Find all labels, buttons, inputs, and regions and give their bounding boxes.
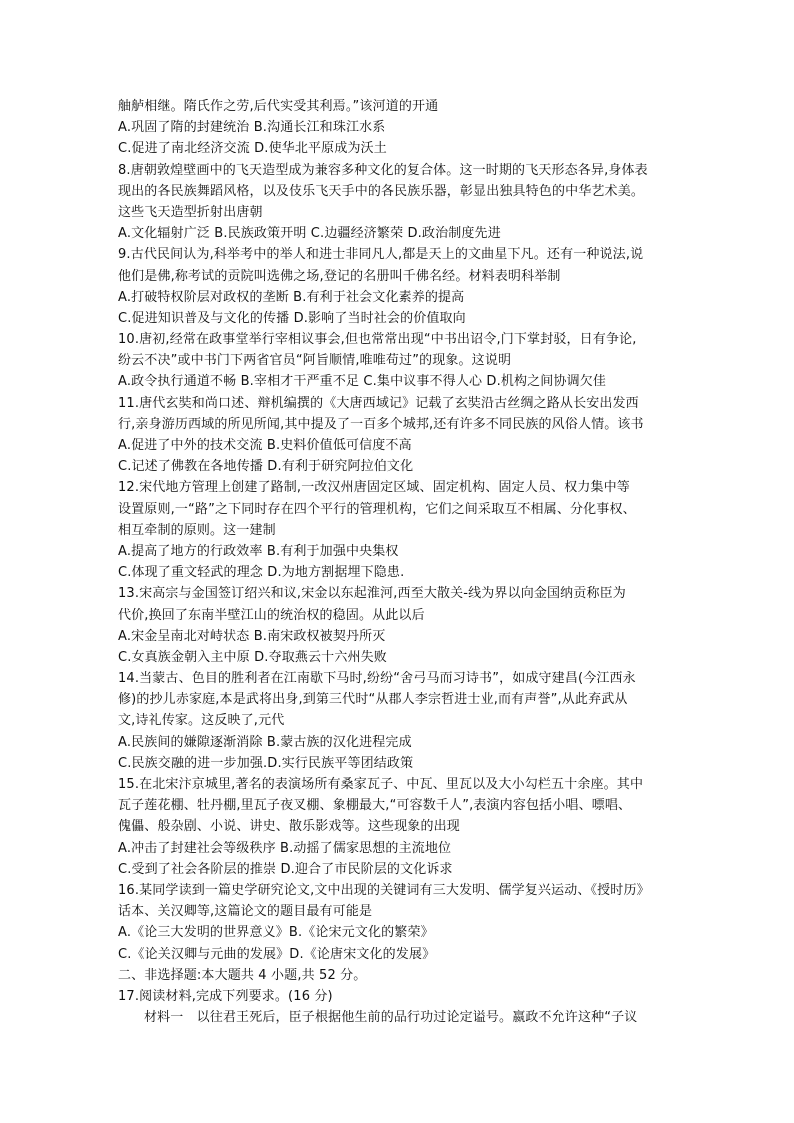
option-line-q9-cd: C.促进知识普及与文化的传播 D.影响了当时社会的价值取向 — [118, 310, 466, 326]
option-line-q16-cd: C.《论关汉卿与元曲的发展》D.《论唐宋文化的发展》 — [118, 946, 436, 962]
option-line-q14-ab: A.民族间的嫌隙逐渐消除 B.蒙古族的汉化进程完成 — [118, 734, 412, 750]
option-line-q11-ab: A.促进了中外的技术交流 B.史料价值低可信度不高 — [118, 438, 412, 453]
option-line-q8: A.文化辐射广泛 B.民族政策开明 C.边疆经济繁荣 D.政治制度先进 — [118, 226, 501, 242]
question-8-line-2: 现出的各民族舞蹈风格，以及伎乐飞天手中的各民族乐器，彰显出独具特色的中华艺术美。 — [118, 183, 645, 199]
question-17-material-1: 材料一 以往君王死后，臣子根据他生前的品行功过论定谥号。嬴政不允许这种“子议 — [144, 1010, 638, 1026]
question-10-line-2: 纷云不决”或中书门下两省官员“阿旨顺情,唯唯苟过”的现象。这说明 — [118, 353, 512, 369]
question-14-line-1: 14.当蒙古、色目的胜利者在江南歇下马时,纷纷“舍弓马而习诗书”，如成守建昌(今江西永 — [118, 671, 636, 687]
question-17-instruction: 17.阅读材料,完成下列要求。(16 分) — [118, 988, 333, 1004]
question-11-line-1: 11.唐代玄奘和尚口述、辩机编撰的《大唐西域记》记载了玄奘沿古丝绸之路从长安出发西 — [118, 395, 639, 411]
section-heading-non-choice: 二、非选择题:本大题共 4 小题,共 52 分。 — [118, 967, 367, 983]
question-12-line-1: 12.宋代地方管理上创建了路制,一改汉州唐固定区域、固定机构、固定人员、权力集中等 — [118, 480, 630, 496]
option-line-q7-ab: A.巩固了隋的封建统治 B.沟通长江和珠江水系 — [118, 120, 386, 136]
question-10-line-1: 10.唐初,经常在政事堂举行宰相议事会,但也常常出现“中书出诏令,门下掌封驳，日有争论, — [118, 332, 637, 348]
question-8-line-3: 这些飞天造型折射出唐朝 — [118, 204, 263, 220]
option-line-q9-ab: A.打破特权阶层对政权的垄断 B.有利于社会文化素养的提高 — [118, 289, 465, 305]
question-11-line-2: 行,亲身游历西域的所见所闻,其中提及了一百多个城邦,还有许多不同民族的风俗人情。该书 — [118, 416, 644, 432]
question-15-line-1: 15.在北宋汴京城里,著名的表演场所有桑家瓦子、中瓦、里瓦以及大小勾栏五十余座。其中 — [118, 777, 644, 792]
option-line-q13-cd: C.女真族金朝入主中原 D.夺取燕云十六州失败 — [118, 649, 387, 665]
question-15-line-2: 瓦子莲花棚、牡丹棚,里瓦子夜叉棚、象棚最大,“可容数千人”,表演内容包括小唱、嘌唱、 — [118, 798, 632, 814]
option-line-q12-cd: C.体现了重文轻武的理念 D.为地方割据埋下隐患. — [118, 565, 405, 581]
option-line-q7-cd: C.促进了南北经济交流 D.使华北平原成为沃土 — [118, 141, 387, 157]
option-line-q13-ab: A.宋金呈南北对峙状态 B.南宋政权被契丹所灭 — [118, 628, 386, 644]
question-14-line-3: 文,诗礼传家。这反映了,元代 — [118, 713, 285, 729]
option-line-q11-cd: C.记述了佛教在各地传播 D.有利于研究阿拉伯文化 — [118, 459, 414, 475]
question-12-line-2: 设置原则,一“路”之下同时存在四个平行的管理机构，它们之间采取互不相属、分化事权、 — [118, 501, 636, 517]
text-line-q7-stem-end: 舳舻相继。隋氏作之劳,后代实受其利焉。”该河道的开通 — [118, 99, 439, 114]
question-8-line-1: 8.唐朝敦煌壁画中的飞天造型成为兼容多种文化的复合体。这一时期的飞天形态各异,身体表 — [118, 162, 648, 178]
question-9-line-1: 9.古代民间认为,科举考中的举人和进士非同凡人,都是天上的文曲星下凡。还有一种说法,说 — [118, 247, 644, 263]
question-16-line-1: 16.某同学读到一篇史学研究论文,文中出现的关键词有三大发明、儒学复兴运动、《授时历》 — [118, 882, 650, 898]
question-13-line-2: 代价,换回了东南半壁江山的统治权的稳固。从此以后 — [118, 607, 425, 623]
option-line-q10: A.政令执行通道不畅 B.宰相才干严重不足 C.集中议事不得人心 D.机构之间协调欠佳 — [118, 374, 607, 390]
question-12-line-3: 相互牵制的原则。这一建制 — [118, 522, 276, 538]
option-line-q16-ab: A.《论三大发明的世界意义》B.《论宋元文化的繁荣》 — [118, 925, 434, 941]
option-line-q15-cd: C.受到了社会各阶层的推崇 D.迎合了市民阶层的文化诉求 — [118, 861, 453, 877]
question-16-line-2: 话本、关汉卿等,这篇论文的题目最有可能是 — [118, 904, 373, 920]
exam-text-body — [118, 96, 688, 1028]
question-13-line-1: 13.宋高宗与金国签订绍兴和议,宋金以东起淮河,西至大散关-线为界以向金国纳贡称臣为 — [118, 586, 626, 602]
option-line-q14-cd: C.民族交融的进一步加强.D.实行民族平等团结政策 — [118, 755, 414, 771]
option-line-q15-ab: A.冲击了封建社会等级秩序 B.动摇了儒家思想的主流地位 — [118, 840, 452, 856]
question-9-line-2: 他们是佛,称考试的贡院叫选佛之场,登记的名册叫千佛名经。材料表明科举制 — [118, 268, 561, 284]
question-15-line-3: 傀儡、般杂剧、小说、讲史、散乐影戏等。这些现象的出现 — [118, 819, 460, 835]
option-line-q12-ab: A.提高了地方的行政效率 B.有利于加强中央集权 — [118, 543, 399, 559]
question-14-line-2: 修)的抄儿赤家庭,本是武将出身,到第三代时“从郡人李宗哲进士业,而有声誉”,从此弃武从 — [118, 692, 628, 708]
